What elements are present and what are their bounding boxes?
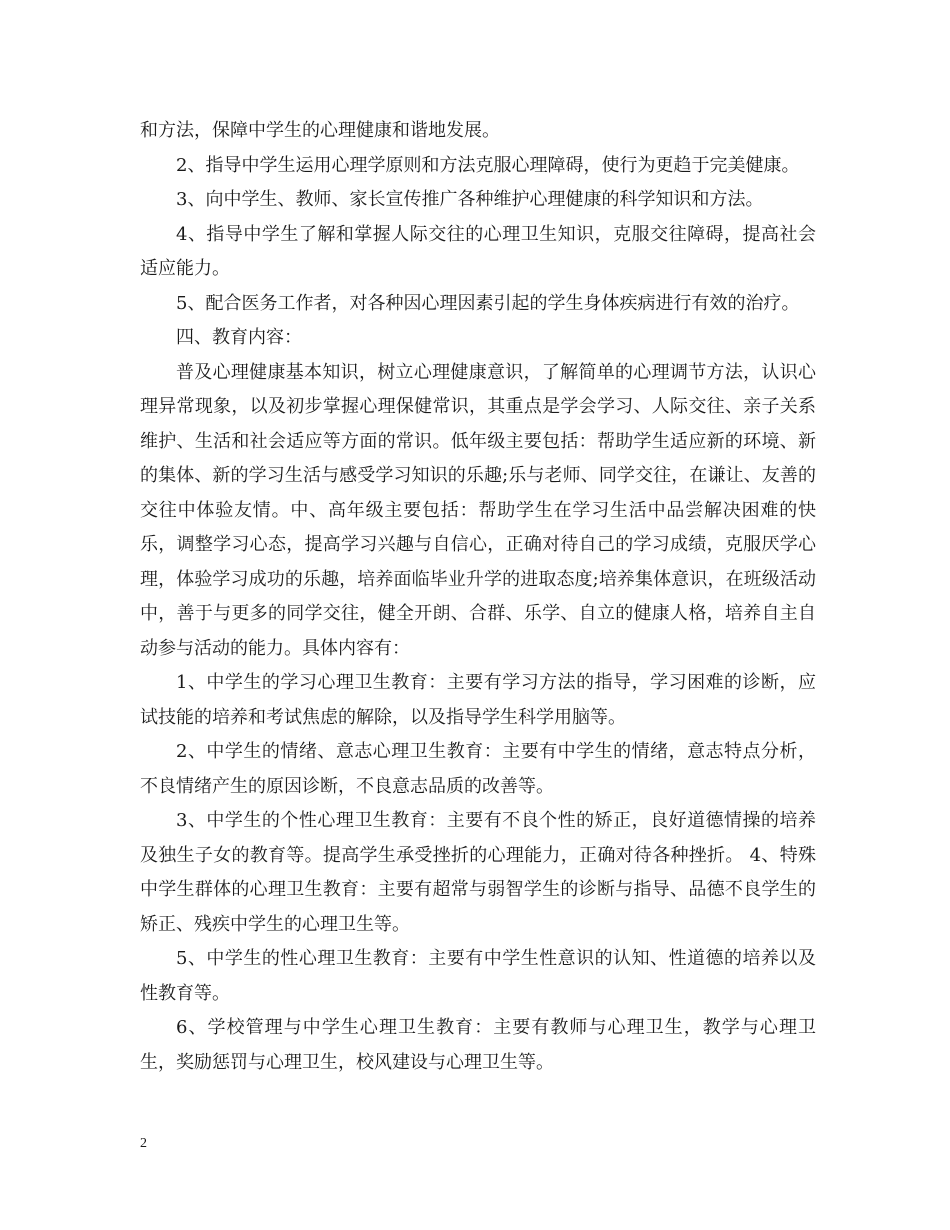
document-body [140,114,816,1080]
paragraph: 4、指导中学生了解和掌握人际交往的心理卫生知识，克服交往障碍，提高社会适应能力。 [140,223,816,279]
paragraph: 2、指导中学生运用心理学原则和方法克服心理障碍，使行为更趋于完美健康。 [176,154,800,176]
paragraph: 1、中学生的学习心理卫生教育：主要有学习方法的指导，学习困难的诊断，应试技能的培养和考试焦虑的解除，以及指导学生科学用脑等。 [140,672,816,728]
page-number: 2 [140,1136,147,1151]
paragraph: 3、向中学生、教师、家长宣传推广各种维护心理健康的科学知识和方法。 [176,189,764,210]
paragraph: 6、学校管理与中学生心理卫生教育：主要有教师与心理卫生，教学与心理卫生，奖励惩罚与心理卫生，校风建设与心理卫生等。 [140,1017,816,1073]
paragraph: 普及心理健康基本知识，树立心理健康意识，了解简单的心理调节方法，认识心理异常现象，以及初步掌握心理保健常识，其重点是学会学习、人际交往、亲子关系维护、生活和社会适应等方面的常识。低年级主要包括：帮助学生适应新的环境、新的集体、新的学习生活与感受学习知识的乐趣;乐与老师、同学交往，在谦让、友善的交往中体验友情。中、高年级主要包括：帮助学生在学习生活中品尝解决困难的快乐，调整学习心态，提高学习兴趣与自信心，正确对待自己的学习成绩，克服厌学心理，体验学习成功的乐趣，培养面临毕业升学的进取态度;培养集体意识，在班级活动中，善于与更多的同学交往，健全开朗、合群、乐学、自立的健康人格，培养自主自动参与活动的能力。具体内容有： [140,361,816,659]
paragraph: 5、中学生的性心理卫生教育：主要有中学生性意识的认知、性道德的培养以及性教育等。 [140,948,816,1004]
paragraph: 2、中学生的情绪、意志心理卫生教育：主要有中学生的情绪，意志特点分析，不良情绪产生的原因诊断，不良意志品质的改善等。 [140,741,816,797]
paragraph: 5、配合医务工作者，对各种因心理因素引起的学生身体疾病进行有效的治疗。 [176,292,800,314]
paragraph: 和方法，保障中学生的心理健康和谐地发展。 [140,120,500,141]
paragraph: 3、中学生的个性心理卫生教育：主要有不良个性的矫正，良好道德情操的培养及独生子女的教育等。提高学生承受挫折的心理能力，正确对待各种挫折。 4、特殊中学生群体的心理卫生教育：主要有超常与弱智学生的诊断与指导、品德不良学生的矫正、残疾中学生的心理卫生等。 [140,810,816,935]
section-heading: 四、教育内容： [176,327,302,348]
